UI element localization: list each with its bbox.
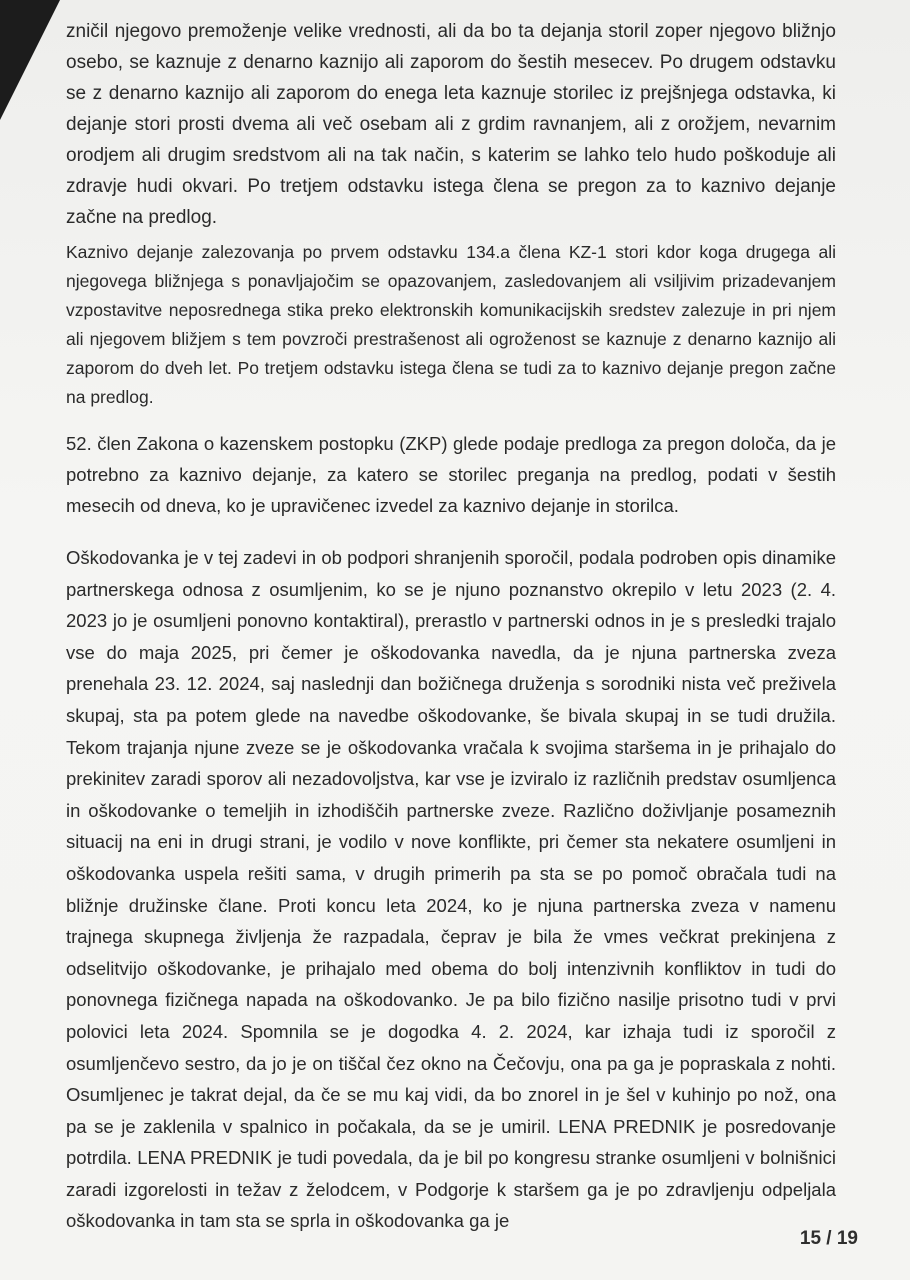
paragraph-stalking-provisions: Kaznivo dejanje zalezovanja po prvem odstavku 134.a člena KZ-1 stori kdor koga drugega ali njegovega bližnjega s ponavljajočim se opazovanjem, zasledovanjem ali vsiljivim prizadevanjem vzpostavitve neposrednega stika preko elektronskih komunikacijskih sredstev zalezuje in pri njem ali njegovem bližjem s tem povzroči prestrašenost ali ogroženost se kaznuje z denarno kaznijo ali zaporom do dveh let. Po tretjem odstavku istega člena se tudi za to kaznivo dejanje pregon začne na predlog. [66, 242, 836, 407]
page-number: 15 / 19 [799, 1228, 858, 1249]
folded-corner-shadow [0, 0, 60, 120]
paragraph-assault-provisions: zničil njegovo premoženje velike vrednosti, ali da bo ta dejanja storil zoper njegovo bližnjo osebo, se kaznuje z denarno kaznijo ali zaporom do šestih mesecev. Po drugem odstavku se z denarno kaznijo ali zaporom do enega leta kaznuje storilec iz prejšnjega odstavka, ki dejanje stori prosti dvema ali več osebam ali z grdim ravnanjem, ali z orožjem, nevarnim orodjem ali drugim sredstvom ali na tak način, s katerim se lahko telo hudo poškoduje ali zdravje hudi okvari. Po tretjem odstavku istega člena se pregon za to kaznivo dejanje začne na predlog. [66, 21, 836, 228]
paragraph-zkp-article-52: 52. člen Zakona o kazenskem postopku (ZKP) glede podaje predloga za pregon določa, da je potrebno za kaznivo dejanje, za katero se storilec preganja na predlog, podati v šestih mesecih od dneva, ko je upravičenec izvedel za kaznivo dejanje in storilca. [66, 433, 836, 516]
paragraph-victim-statement: Oškodovanka je v tej zadevi in ob podpori shranjenih sporočil, podala podroben opis dinamike partnerskega odnosa z osumljenim, ko se je njuno poznanstvo okrepilo v letu 2023 (2. 4. 2023 jo je osumljeni ponovno kontaktiral), prerastlo v partnerski odnos in je s presledki trajalo vse do maja 2025, pri čemer je oškodovanka navedla, da je njuna partnerska zveza prenehala 23. 12. 2024, saj naslednji dan božičnega druženja s sorodniki nista več preživela skupaj, sta pa potem glede na navedbe oškodovanke, še bivala skupaj in se tudi družila. Tekom trajanja njune zveze se je oškodovanka vračala k svojima staršema in je prihajalo do prekinitev zaradi sporov ali nezadovoljstva, kar vse je izviralo iz različnih predstav osumljenca in oškodovanke o temeljih in izhodiščih partnerske zveze. Različno doživljanje posameznih situacij na eni in drugi strani, je vodilo v nove konflikte, pri čemer sta nekatere osumljeni in oškodovanka uspela rešiti sama, v drugih primerih pa sta se po pomoč obračala tudi na bližnje družinske člane. Proti koncu leta 2024, ko je njuna partnerska zveza v namenu trajnega skupnega življenja že razpadala, čeprav je bila že vmes večkrat prekinjena z odselitvijo oškodovanke, je prihajalo med obema do bolj intenzivnih konfliktov in tudi do ponovnega fizičnega napada na oškodovanko. Je pa bilo fizično nasilje prisotno tudi v prvi polovici leta 2024. Spomnila se je dogodka 4. 2. 2024, kar izhaja tudi iz sporočil z osumljenčevo sestro, da jo je on tiščal čez okno na Čečovju, ona pa ga je popraskala z nohti. Osumljenec je takrat dejal, da če se mu kaj vidi, da bo znorel in je šel v kuhinjo po nož, ona pa se je zaklenila v spalnico in počakala, da se je umiril. LENA PREDNIK je posredovanje potrdila. LENA PREDNIK je tudi povedala, da je bil po kongresu stranke osumljeni v bolnišnici zaradi izgorelosti in težav z želodcem, v Podgorje k staršem ga je po zdravljenju odpeljala oškodovanka in tam sta se sprla in oškodovanka ga je [66, 547, 836, 1232]
